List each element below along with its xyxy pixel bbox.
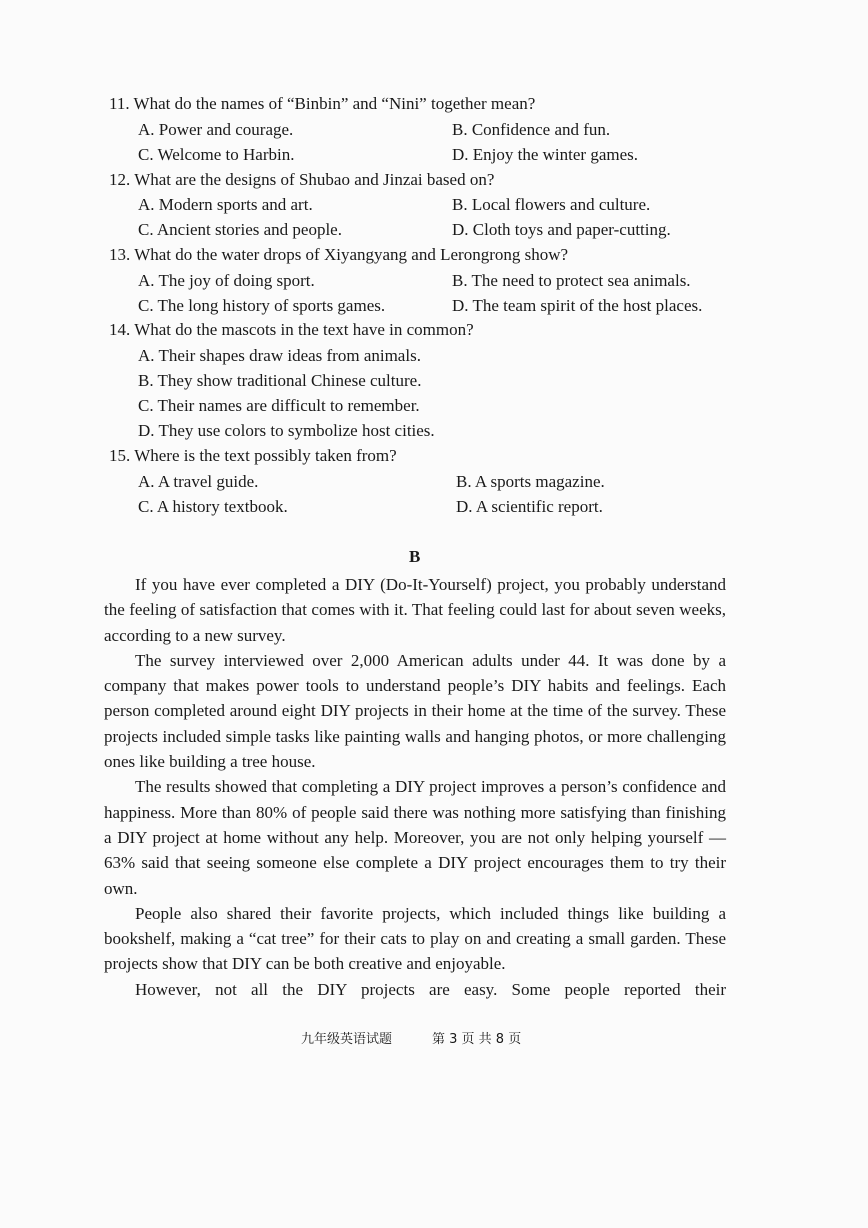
question-13-option-c: C. The long history of sports games.	[138, 296, 386, 315]
question-14-option-b: B. They show traditional Chinese culture.	[138, 371, 422, 390]
passage-paragraph-1: If you have ever completed a DIY (Do-It-Yourself) project, you probably understand the feeling of satisfaction that comes with it. That feeling could last for about seven weeks, according to a new survey.	[104, 575, 726, 645]
question-13-option-b: B. The need to protect sea animals.	[452, 271, 691, 290]
question-12-option-c: C. Ancient stories and people.	[138, 220, 342, 239]
question-11-option-a: A. Power and courage.	[138, 120, 294, 139]
question-15-option-d: D. A scientific report.	[456, 497, 603, 516]
question-15-option-b: B. A sports magazine.	[456, 472, 605, 491]
question-12-option-b: B. Local flowers and culture.	[452, 195, 651, 214]
question-15-option-c: C. A history textbook.	[138, 497, 288, 516]
section-heading: B	[409, 547, 421, 566]
question-12-option-a: A. Modern sports and art.	[138, 195, 313, 214]
passage-paragraph-3: The results showed that completing a DIY project improves a person’s confidence and happiness. More than 80% of people said there was nothing more satisfying than finishing a DIY project at home without any help. Moreover, you are not only helping yourself — 63% said that seeing someone else complete a DIY project encourages them to try their own.	[104, 777, 726, 898]
question-14-option-c: C. Their names are difficult to remember.	[138, 396, 420, 415]
question-11-option-d: D. Enjoy the winter games.	[452, 145, 639, 164]
question-11-option-c: C. Welcome to Harbin.	[138, 145, 295, 164]
passage-paragraph-2: The survey interviewed over 2,000 American adults under 44. It was done by a company that makes power tools to understand people’s DIY habits and feelings. Each person completed around eight DIY projects in their home at the time of the survey. These projects included simple tasks like painting walls and hanging photos, or more challenging ones like building a tree house.	[104, 650, 726, 772]
question-15-stem: 15. Where is the text possibly taken from?	[109, 446, 397, 465]
question-12-stem: 12. What are the designs of Shubao and Jinzai based on?	[109, 170, 495, 189]
question-12-option-d: D. Cloth toys and paper-cutting.	[452, 220, 671, 239]
question-13-option-a: A. The joy of doing sport.	[138, 271, 315, 290]
reading-passage	[104, 572, 726, 1002]
question-14-option-a: A. Their shapes draw ideas from animals.	[138, 346, 421, 365]
passage-paragraph-4: People also shared their favorite projects, which included things like building a bookshelf, making a “cat tree” for their cats to play on and creating a small garden. These projects show that DIY can be both creative and enjoyable.	[104, 903, 726, 974]
footer-exam-title: 九年级英语试题	[301, 1032, 393, 1047]
question-13-stem: 13. What do the water drops of Xiyangyang and Lerongrong show?	[109, 245, 569, 264]
question-13-option-d: D. The team spirit of the host places.	[452, 296, 703, 315]
passage-paragraph-5: However, not all the DIY projects are easy. Some people reported their	[135, 979, 726, 999]
question-14-stem: 14. What do the mascots in the text have in common?	[109, 320, 474, 339]
footer-page-number: 第 3 页 共 8 页	[432, 1032, 522, 1047]
question-11-option-b: B. Confidence and fun.	[452, 120, 611, 139]
question-15-option-a: A. A travel guide.	[138, 472, 259, 491]
question-14-option-d: D. They use colors to symbolize host cities.	[138, 421, 435, 440]
question-11-stem: 11. What do the names of “Binbin” and “Nini” together mean?	[109, 94, 536, 113]
